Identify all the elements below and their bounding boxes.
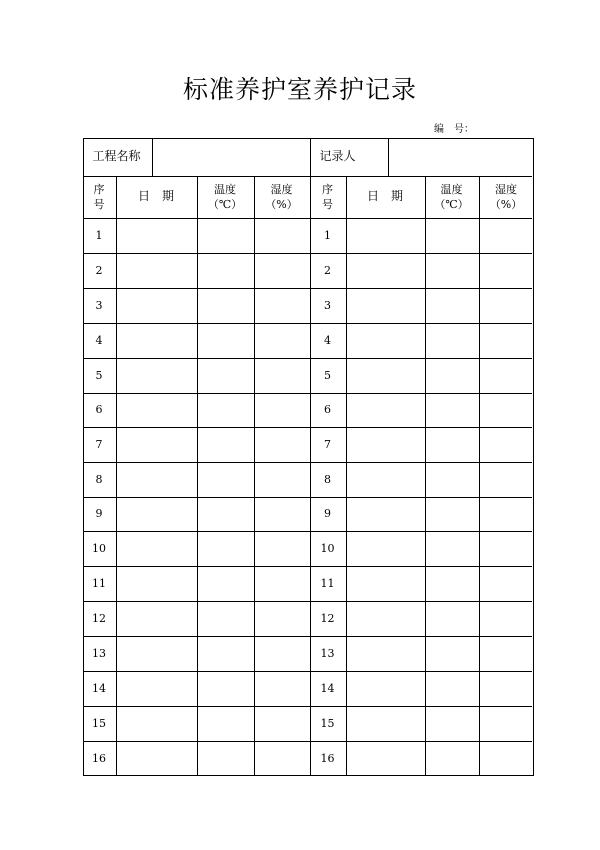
col-header-temp-left-line2: （℃）: [207, 197, 243, 211]
doc-number-label: 编 号：: [434, 124, 474, 135]
row-number-left: 11: [92, 576, 106, 590]
row-number-right: 4: [324, 333, 331, 347]
row-temp-cell-left[interactable]: [197, 671, 254, 706]
row-humidity-cell-right[interactable]: [479, 393, 534, 427]
col-header-humidity-right: [479, 176, 534, 218]
row-date-cell-right[interactable]: [346, 671, 425, 706]
row-date-cell-left[interactable]: [116, 601, 197, 636]
row-temp-cell-left[interactable]: [197, 323, 254, 358]
row-temp-cell-right[interactable]: [425, 706, 479, 741]
row-number-right: 12: [320, 611, 335, 625]
row-humidity-cell-left[interactable]: [254, 706, 310, 741]
row-temp-cell-right[interactable]: [425, 741, 479, 776]
row-humidity-cell-right[interactable]: [479, 741, 534, 776]
row-temp-cell-right[interactable]: [425, 531, 479, 566]
row-temp-cell-left[interactable]: [197, 741, 254, 776]
row-temp-cell-right[interactable]: [425, 358, 479, 393]
row-humidity-cell-right[interactable]: [479, 218, 534, 253]
col-header-seq-left-line2: 号: [93, 197, 105, 211]
col-header-seq-left: [83, 176, 116, 218]
col-header-seq-right-line2: 号: [322, 197, 333, 211]
col-header-date-label: 日期: [137, 189, 186, 203]
row-date-cell-right[interactable]: [346, 741, 425, 776]
row-date-cell-right[interactable]: [346, 566, 425, 601]
row-humidity-cell-right[interactable]: [479, 601, 534, 636]
row-humidity-cell-left[interactable]: [254, 566, 310, 601]
row-humidity-cell-left[interactable]: [254, 741, 310, 776]
recorder-label: 记录人: [319, 149, 356, 163]
row-date-cell-right[interactable]: [346, 323, 425, 358]
row-humidity-cell-left[interactable]: [254, 288, 310, 323]
col-header-seq-left-line1: 序: [93, 182, 105, 196]
row-humidity-cell-left[interactable]: [254, 671, 310, 706]
row-temp-cell-left[interactable]: [197, 497, 254, 531]
row-date-cell-left[interactable]: [116, 218, 197, 253]
row-number-left: 3: [95, 298, 103, 312]
row-temp-cell-left[interactable]: [197, 636, 254, 671]
row-temp-cell-left[interactable]: [197, 531, 254, 566]
row-humidity-cell-left[interactable]: [254, 358, 310, 393]
row-humidity-cell-right[interactable]: [479, 253, 534, 288]
row-temp-cell-right[interactable]: [425, 566, 479, 601]
col-header-humidity-left-line1: 湿度: [270, 182, 293, 196]
row-number-right: 1: [324, 228, 331, 242]
row-date-cell-right[interactable]: [346, 497, 425, 531]
row-temp-cell-right[interactable]: [425, 218, 479, 253]
row-humidity-cell-right[interactable]: [479, 566, 534, 601]
row-humidity-cell-left[interactable]: [254, 497, 310, 531]
row-date-cell-left[interactable]: [116, 393, 197, 427]
col-header-temp-right-line2: （℃）: [434, 197, 469, 211]
row-date-cell-left[interactable]: [116, 253, 197, 288]
row-date-cell-right[interactable]: [346, 462, 425, 497]
row-number-left: 4: [95, 333, 103, 347]
row-humidity-cell-left[interactable]: [254, 531, 310, 566]
col-header-date-label: 日期: [366, 189, 415, 203]
row-temp-cell-right[interactable]: [425, 497, 479, 531]
row-humidity-cell-left[interactable]: [254, 601, 310, 636]
row-temp-cell-left[interactable]: [197, 706, 254, 741]
row-date-cell-right[interactable]: [346, 358, 425, 393]
col-header-humidity-right-line1: 湿度: [494, 182, 517, 196]
col-header-humidity-left: [254, 176, 310, 218]
row-humidity-cell-right[interactable]: [479, 288, 534, 323]
row-date-cell-right[interactable]: [346, 218, 425, 253]
col-header-temp-right-line1: 温度: [440, 182, 463, 196]
row-date-cell-right[interactable]: [346, 601, 425, 636]
row-date-cell-right[interactable]: [346, 706, 425, 741]
row-humidity-cell-left[interactable]: [254, 427, 310, 462]
row-number-left: 16: [92, 751, 106, 765]
page-title: 标准养护室养护记录: [182, 75, 417, 104]
row-date-cell-left[interactable]: [116, 706, 197, 741]
row-number-left: 6: [95, 403, 103, 416]
row-temp-cell-right[interactable]: [425, 253, 479, 288]
row-number-right: 11: [320, 576, 335, 590]
row-humidity-cell-left[interactable]: [254, 323, 310, 358]
col-header-temp-left-line1: 温度: [214, 182, 236, 196]
row-date-cell-left[interactable]: [116, 288, 197, 323]
row-date-cell-left[interactable]: [116, 531, 197, 566]
row-temp-cell-left[interactable]: [197, 601, 254, 636]
row-humidity-cell-right[interactable]: [479, 358, 534, 393]
col-header-temp-right: [425, 176, 479, 218]
row-number-right: 16: [320, 751, 335, 765]
row-date-cell-right[interactable]: [346, 636, 425, 671]
col-header-humidity-left-line2: （%）: [265, 197, 298, 211]
row-date-cell-left[interactable]: [116, 358, 197, 393]
row-temp-cell-left[interactable]: [197, 427, 254, 462]
row-temp-cell-left[interactable]: [197, 566, 254, 601]
row-number-right: 3: [324, 298, 331, 312]
row-temp-cell-right[interactable]: [425, 671, 479, 706]
row-temp-cell-left[interactable]: [197, 218, 254, 253]
row-temp-cell-left[interactable]: [197, 393, 254, 427]
row-number-right: 5: [324, 368, 331, 382]
project-name-field[interactable]: [152, 138, 310, 176]
row-temp-cell-right[interactable]: [425, 323, 479, 358]
row-date-cell-left[interactable]: [116, 636, 197, 671]
recorder-field[interactable]: [388, 138, 534, 176]
curing-record-table: [83, 138, 534, 776]
row-number-left: 7: [95, 437, 103, 451]
row-humidity-cell-left[interactable]: [254, 462, 310, 497]
row-temp-cell-right[interactable]: [425, 288, 479, 323]
row-temp-cell-right[interactable]: [425, 462, 479, 497]
row-date-cell-right[interactable]: [346, 393, 425, 427]
col-header-seq-right-line1: 序: [322, 182, 333, 196]
row-number-left: 5: [95, 368, 103, 382]
row-number-right: 7: [324, 437, 331, 451]
row-number-right: 9: [324, 507, 331, 520]
row-temp-cell-right[interactable]: [425, 393, 479, 427]
row-humidity-cell-left[interactable]: [254, 218, 310, 253]
row-date-cell-left[interactable]: [116, 427, 197, 462]
row-date-cell-left[interactable]: [116, 566, 197, 601]
row-humidity-cell-left[interactable]: [254, 253, 310, 288]
row-number-left: 15: [92, 716, 106, 730]
row-number-right: 13: [320, 646, 335, 660]
row-date-cell-right[interactable]: [346, 427, 425, 462]
row-temp-cell-right[interactable]: [425, 601, 479, 636]
row-number-left: 1: [95, 228, 103, 242]
row-number-right: 10: [320, 541, 335, 555]
row-date-cell-left[interactable]: [116, 462, 197, 497]
row-humidity-cell-left[interactable]: [254, 393, 310, 427]
row-temp-cell-right[interactable]: [425, 636, 479, 671]
col-header-temp-left: [197, 176, 254, 218]
col-header-humidity-right-line2: （%）: [489, 197, 523, 211]
row-humidity-cell-right[interactable]: [479, 706, 534, 741]
row-date-cell-right[interactable]: [346, 253, 425, 288]
col-header-date-left: [116, 176, 197, 218]
row-humidity-cell-right[interactable]: [479, 531, 534, 566]
row-humidity-cell-right[interactable]: [479, 671, 534, 706]
col-header-seq-right: [310, 176, 346, 218]
row-date-cell-right[interactable]: [346, 531, 425, 566]
row-number-left: 9: [95, 507, 103, 520]
row-temp-cell-left[interactable]: [197, 253, 254, 288]
project-name-label: 工程名称: [92, 149, 141, 163]
row-number-right: 8: [324, 472, 331, 486]
row-number-right: 14: [320, 681, 335, 695]
col-header-date-right: [346, 176, 425, 218]
row-humidity-cell-right[interactable]: [479, 636, 534, 671]
row-date-cell-left[interactable]: [116, 741, 197, 776]
row-number-right: 6: [324, 403, 331, 416]
row-date-cell-left[interactable]: [116, 323, 197, 358]
row-number-left: 10: [92, 541, 106, 555]
row-date-cell-left[interactable]: [116, 671, 197, 706]
row-number-right: 2: [324, 263, 331, 277]
row-temp-cell-left[interactable]: [197, 358, 254, 393]
row-number-left: 14: [92, 681, 106, 695]
row-humidity-cell-right[interactable]: [479, 497, 534, 531]
row-temp-cell-right[interactable]: [425, 427, 479, 462]
row-number-left: 2: [95, 263, 103, 277]
row-humidity-cell-left[interactable]: [254, 636, 310, 671]
row-humidity-cell-right[interactable]: [479, 323, 534, 358]
row-humidity-cell-right[interactable]: [479, 462, 534, 497]
row-date-cell-right[interactable]: [346, 288, 425, 323]
row-date-cell-left[interactable]: [116, 497, 197, 531]
row-number-right: 15: [320, 716, 335, 730]
row-number-left: 8: [95, 472, 103, 486]
row-humidity-cell-right[interactable]: [479, 427, 534, 462]
row-temp-cell-left[interactable]: [197, 462, 254, 497]
row-number-left: 13: [92, 646, 106, 660]
row-number-left: 12: [92, 611, 106, 625]
row-temp-cell-left[interactable]: [197, 288, 254, 323]
